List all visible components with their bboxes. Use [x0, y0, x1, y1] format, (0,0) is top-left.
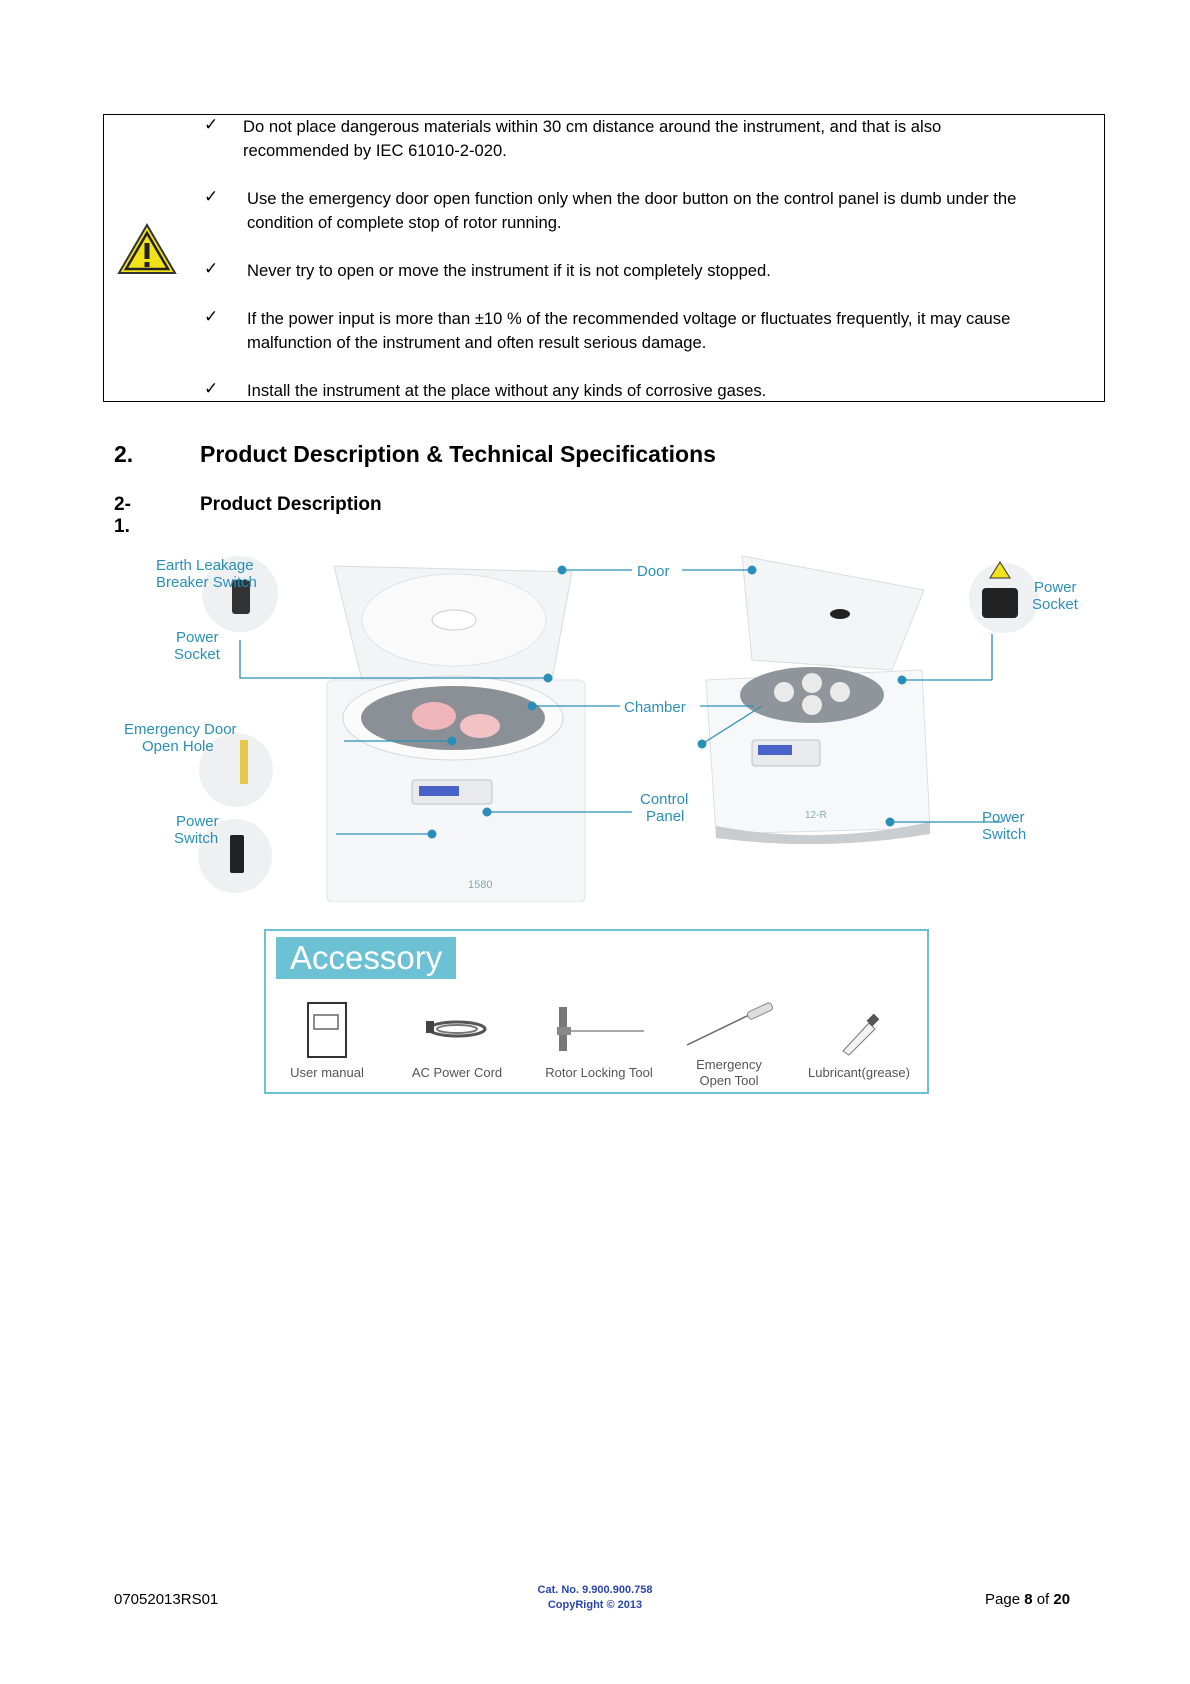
safety-item-2 [247, 187, 1016, 235]
safety-item-2-line2: condition of complete stop of rotor running. [247, 213, 562, 232]
label-power-switch-left-2: Switch [174, 830, 219, 847]
product-figure [112, 550, 1092, 902]
model-label-left: 1580 [468, 879, 493, 891]
page-prefix: Page [985, 1591, 1025, 1608]
accessory-label-5: Lubricant(grease) [808, 1065, 910, 1080]
safety-item-1-line2: recommended by IEC 61010-2-020. [243, 141, 507, 160]
check-icon: ✓ [204, 259, 219, 278]
subsection-number: 2-1. [114, 494, 131, 537]
centrifuge-right-illustration [706, 556, 930, 844]
label-emergency-1: Emergency Door [124, 721, 237, 738]
check-icon: ✓ [204, 379, 219, 398]
footer-copyright: CopyRight © 2013 [547, 1599, 643, 1611]
rotor-locking-tool-icon [549, 1001, 649, 1061]
label-earth-leakage-2: Breaker Switch [156, 574, 257, 591]
page-current: 8 [1024, 1591, 1033, 1608]
accessory-lubricant [794, 1001, 924, 1080]
accessory-label-2: AC Power Cord [411, 1065, 503, 1080]
label-chamber: Chamber [624, 699, 686, 716]
safety-item-1-line1: Do not place dangerous materials within 30 cm distance around the instrument, and that is also [243, 117, 942, 136]
accessory-label-4b: Open Tool [699, 1073, 759, 1088]
accessory-label-1: User manual [290, 1065, 364, 1080]
safety-item-3 [247, 259, 771, 283]
user-manual-icon [302, 1001, 352, 1061]
subsection-title: Product Description [200, 494, 382, 515]
footer-catalog [490, 1583, 700, 1613]
label-power-switch-left-1: Power [176, 813, 219, 830]
safety-item-4-line1: If the power input is more than ±10 % of the recommended voltage or fluctuates frequently, it may cause [247, 309, 1011, 328]
centrifuge-left-illustration [327, 566, 585, 902]
label-door: Door [637, 563, 670, 580]
safety-item-4-line2: malfunction of the instrument and often result serious damage. [247, 333, 707, 352]
accessory-box [264, 929, 929, 1094]
safety-item-2-line1: Use the emergency door open function only when the door button on the control panel is dumb under the [247, 189, 1017, 208]
label-emergency-2: Open Hole [142, 738, 214, 755]
label-power-socket-left-1: Power [176, 629, 219, 646]
label-power-socket-right-2: Socket [1032, 596, 1078, 613]
safety-item-1 [243, 115, 941, 163]
label-control-1: Control [640, 791, 689, 808]
label-power-socket-left-2: Socket [174, 646, 220, 663]
model-label-right: 12-R [805, 810, 827, 821]
safety-warning-box [103, 114, 1105, 402]
accessory-rotor-locking-tool [534, 1001, 664, 1080]
section-number: 2. [114, 441, 134, 467]
label-power-socket-right-1: Power [1034, 579, 1077, 596]
warning-triangle-icon [116, 221, 178, 277]
label-power-switch-right-1: Power [982, 809, 1025, 826]
accessory-label-3: Rotor Locking Tool [545, 1065, 653, 1080]
safety-item-3-line1: Never try to open or move the instrument if it is not completely stopped. [247, 261, 771, 280]
check-icon: ✓ [204, 307, 219, 326]
footer-page-number [985, 1591, 1070, 1608]
accessory-ac-power-cord [392, 1001, 522, 1080]
check-icon: ✓ [204, 115, 219, 134]
lubricant-tube-icon [829, 1001, 889, 1061]
footer-doc-code: 07052013RS01 [114, 1591, 219, 1608]
label-power-switch-right-2: Switch [982, 826, 1027, 843]
page-total: 20 [1053, 1591, 1071, 1608]
safety-item-5-line1: Install the instrument at the place without any kinds of corrosive gases. [247, 381, 767, 400]
safety-item-4 [247, 307, 1010, 355]
accessory-label-4a: Emergency [696, 1057, 762, 1072]
footer-cat-no: Cat. No. 9.900.900.758 [537, 1584, 653, 1596]
power-cord-icon [422, 1001, 492, 1061]
accessory-title: Accessory [276, 937, 456, 979]
safety-item-5 [247, 379, 766, 403]
accessory-user-manual [262, 1001, 392, 1080]
check-icon: ✓ [204, 187, 219, 206]
accessory-emergency-open-tool [664, 1001, 794, 1088]
page-of: of [1032, 1591, 1054, 1608]
emergency-open-tool-icon [679, 1001, 779, 1051]
label-control-2: Panel [646, 808, 685, 825]
label-earth-leakage-1: Earth Leakage [156, 557, 254, 574]
section-title: Product Description & Technical Specifications [200, 441, 716, 467]
